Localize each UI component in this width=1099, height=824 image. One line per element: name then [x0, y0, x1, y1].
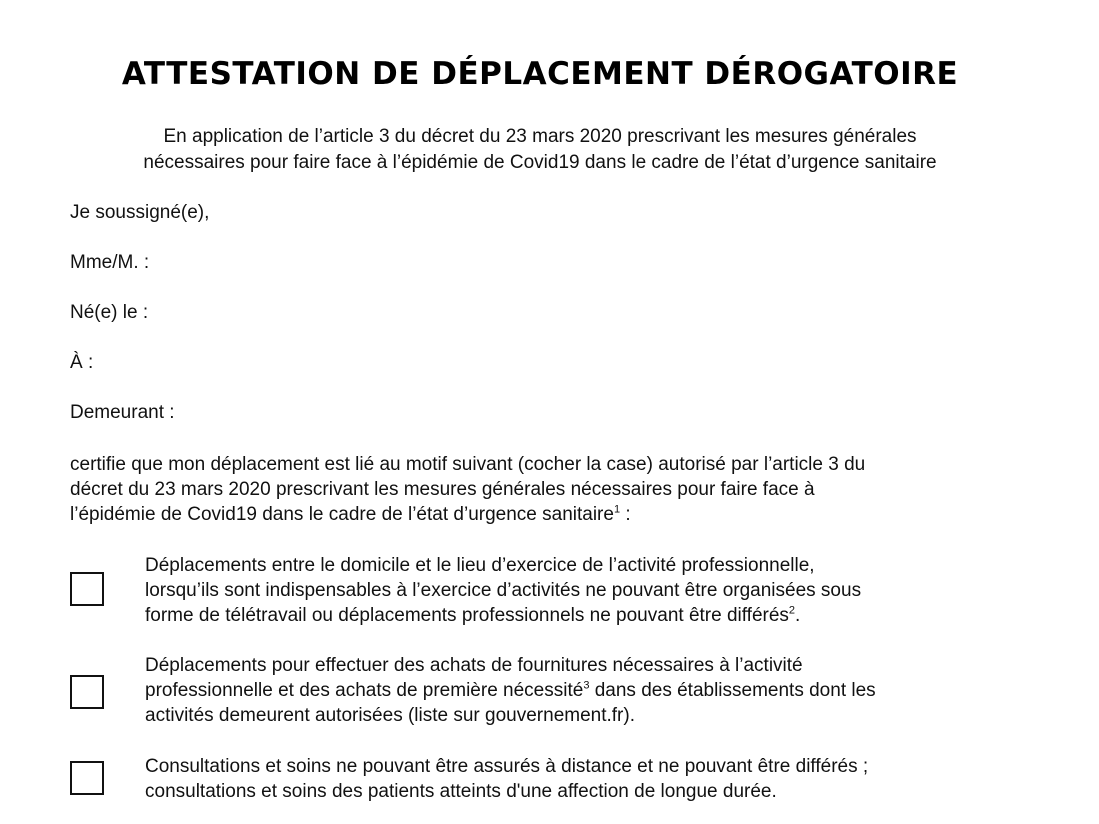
- certification-text: l’épidémie de Covid19 dans le cadre de l’état d’urgence sanitaire: [70, 504, 614, 525]
- name-field[interactable]: [70, 250, 149, 276]
- option-line: Déplacements entre le domicile et le lieu d’exercice de l’activité professionnelle,: [145, 555, 815, 576]
- option-line: consultations et soins des patients atteints d'une affection de longue durée.: [145, 781, 777, 802]
- footnote-ref: 1: [613, 503, 621, 516]
- option-line-suffix: .: [795, 605, 801, 626]
- option-text: [145, 553, 1025, 628]
- option-line: [145, 603, 1025, 628]
- checkbox-purchases[interactable]: [70, 675, 104, 709]
- document-title: ATTESTATION DE DÉPLACEMENT DÉROGATOIRE: [121, 56, 959, 92]
- option-line: Déplacements pour effectuer des achats de fournitures nécessaires à l’activité: [145, 655, 803, 676]
- footnote-ref: 3: [583, 679, 590, 692]
- option-line: activités demeurent autorisées (liste sur gouvernement.fr).: [145, 705, 635, 726]
- certification-line: [70, 502, 1030, 527]
- name-label: Mme/M. :: [70, 252, 150, 273]
- footnote-ref: 2: [788, 604, 796, 617]
- intro-line: nécessaires pour faire face à l’épidémie de Covid19 dans le cadre de l’état d’urgence sanitaire: [143, 152, 937, 173]
- option-line: Consultations et soins ne pouvant être assurés à distance et ne pouvant être différés ;: [145, 756, 869, 777]
- certification-line: décret du 23 mars 2020 prescrivant les mesures générales nécessaires pour faire face à: [70, 479, 815, 500]
- birthdate-label: Né(e) le :: [70, 302, 149, 323]
- intro-paragraph: [40, 124, 1040, 176]
- birthplace-field[interactable]: [70, 350, 93, 376]
- intro-line: En application de l’article 3 du décret du 23 mars 2020 prescrivant les mesures générales: [163, 126, 917, 147]
- undersigned-label: Je soussigné(e),: [70, 202, 210, 223]
- option-line-text: forme de télétravail ou déplacements professionnels ne pouvant être différés: [145, 605, 789, 626]
- option-line-text: professionnelle et des achats de première nécessité: [145, 680, 584, 701]
- checkbox-medical[interactable]: [70, 761, 104, 795]
- option-line: lorsqu’ils sont indispensables à l’exercice d’activités ne pouvant être organisées sous: [145, 580, 862, 601]
- option-text: [145, 653, 1025, 728]
- birthplace-label: À :: [70, 352, 94, 373]
- address-field[interactable]: [70, 400, 175, 426]
- address-label: Demeurant :: [70, 402, 175, 423]
- certification-line: certifie que mon déplacement est lié au motif suivant (cocher la case) autorisé par l’article 3 du: [70, 454, 866, 475]
- certification-suffix: :: [620, 504, 631, 525]
- checkbox-work-travel[interactable]: [70, 572, 104, 606]
- option-text: [145, 754, 1025, 804]
- birthdate-field[interactable]: [70, 300, 148, 326]
- option-line: [145, 678, 1025, 703]
- certification-paragraph: [70, 452, 1030, 527]
- option-line-text: dans des établissements dont les: [589, 680, 876, 701]
